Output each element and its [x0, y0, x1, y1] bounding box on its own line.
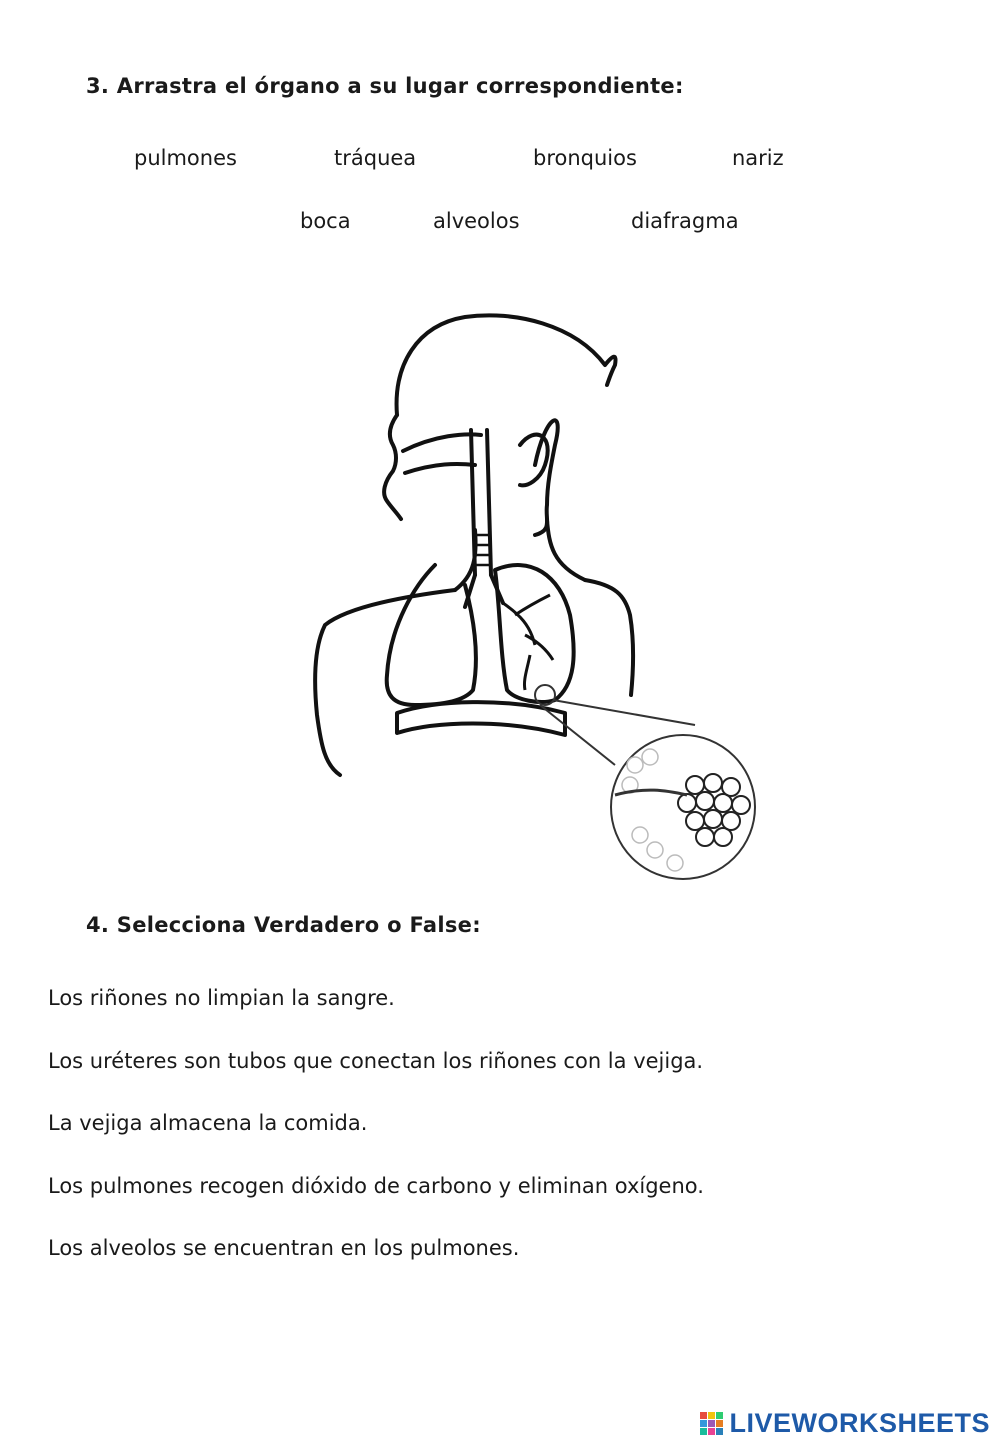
brand-name: LIVEWORKSHEETS: [729, 1408, 990, 1438]
drag-word-bronquios[interactable]: bronquios: [533, 146, 637, 170]
face-profile: [384, 415, 401, 519]
drag-word-nariz[interactable]: nariz: [732, 146, 784, 170]
ear-outline: [520, 435, 548, 486]
drag-word-traquea[interactable]: tráquea: [334, 146, 417, 170]
liveworksheets-brand: [699, 1408, 990, 1439]
statement-1[interactable]: Los riñones no limpian la sangre.: [48, 986, 395, 1010]
respiratory-system-illustration: [135, 295, 835, 900]
neck-back: [547, 520, 585, 580]
right-lung: [495, 565, 574, 702]
drag-word-diafragma[interactable]: diafragma: [631, 209, 739, 233]
section-4-heading: 4. Selecciona Verdadero o False:: [86, 913, 481, 937]
right-shoulder-arm: [585, 580, 633, 695]
statement-4[interactable]: Los pulmones recogen dióxido de carbono y eliminan oxígeno.: [48, 1174, 704, 1198]
section-3-heading: 3. Arrastra el órgano a su lugar correspondiente:: [86, 74, 684, 98]
bronchiole: [615, 790, 687, 795]
diaphragm: [397, 702, 565, 735]
drag-word-boca[interactable]: boca: [300, 209, 351, 233]
statement-2[interactable]: Los uréteres son tubos que conectan los riñones con la vejiga.: [48, 1049, 704, 1073]
statement-3[interactable]: La vejiga almacena la comida.: [48, 1111, 368, 1135]
trachea-left-wall: [471, 430, 475, 575]
drag-word-alveolos[interactable]: alveolos: [433, 209, 520, 233]
drag-word-pulmones[interactable]: pulmones: [134, 146, 237, 170]
head-top-outline: [397, 315, 616, 415]
statement-5[interactable]: Los alveolos se encuentran en los pulmones.: [48, 1236, 520, 1260]
trachea-right-wall: [487, 430, 491, 575]
liveworksheets-logo-icon: [699, 1411, 725, 1437]
